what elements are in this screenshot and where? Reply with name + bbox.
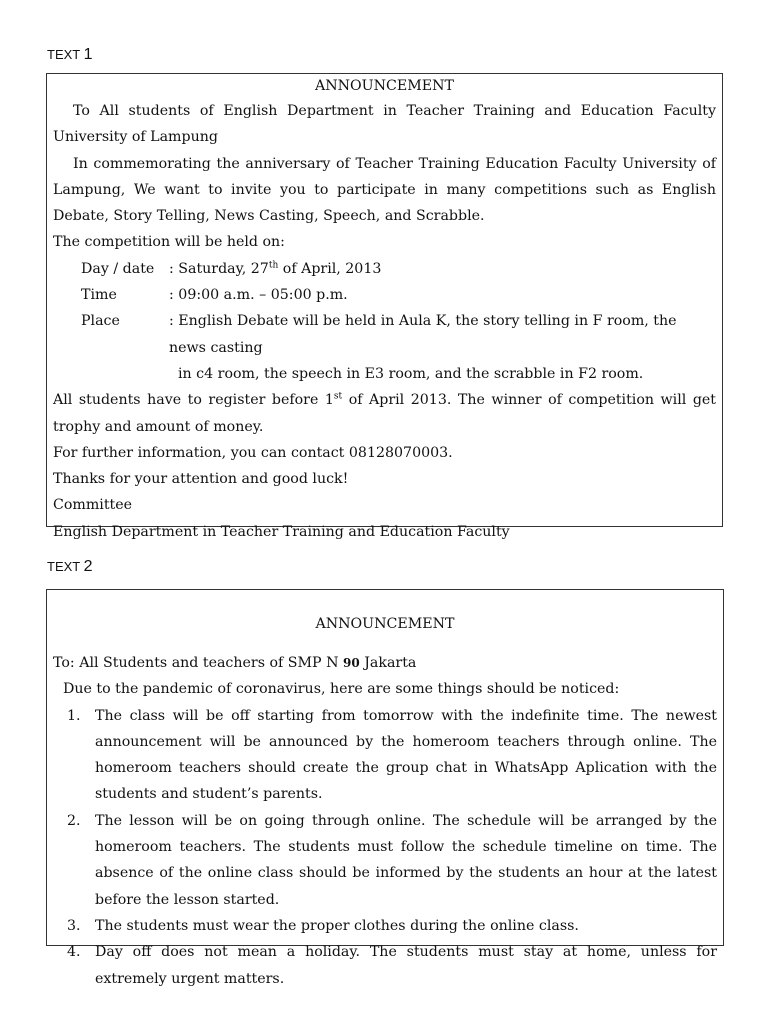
place-label: Place <box>81 313 120 330</box>
announcement-1-day-row <box>53 256 716 282</box>
announcement-1-contact: For further information, you can contact 08128070003. <box>53 444 453 461</box>
text1-label-word: TEXT <box>47 47 80 62</box>
text2-label <box>47 558 93 576</box>
announcement-1-time-row <box>53 282 716 308</box>
announcement-2-title: ANNOUNCEMENT <box>315 616 455 632</box>
list-item: 4. Day off does not mean a holiday. The students must stay at home, unless for extremely urgent matters. <box>67 944 717 987</box>
time-label: Time <box>81 287 117 304</box>
place-value-line-1: : English Debate will be held in Aula K, the story telling in F room, the news casting <box>169 313 677 356</box>
list-item: 1. The class will be off starting from tomorrow with the indefinite time. The newest announcement will be announced by the homeroom teachers through online. The homeroom teachers should create the group chat in WhatsApp Aplication with the students and student’s parents. <box>67 707 717 803</box>
text1-label <box>47 46 93 64</box>
announcement-1-department: English Department in Teacher Training and Education Faculty <box>53 523 510 540</box>
announcement-1-box <box>46 73 723 540</box>
announcement-1-place-row <box>53 308 716 361</box>
list-item: 3. The students must wear the proper clothes during the online class. <box>67 917 579 934</box>
announcement-2-box <box>46 589 724 987</box>
announcement-1-recipient: To All students of English Department in Teacher Training and Education Faculty University of Lampung <box>53 103 716 146</box>
announcement-2-recipient: To: All Students and teachers of SMP N 90 Jakarta <box>53 655 417 671</box>
text2-label-number: 2 <box>83 558 93 575</box>
announcement-1-register: All students have to register before 1st of April 2013. The winner of competition will get trophy and amount of money. <box>53 391 716 435</box>
place-value-line-2: in c4 room, the speech in E3 room, and the scrabble in F2 room. <box>178 365 644 382</box>
day-label: Day / date <box>81 260 155 277</box>
announcement-1-intro: In commemorating the anniversary of Teacher Training Education Faculty University of Lampung, We want to invite you to participate in many competitions such as English Debate, Story Telling, News Casting, Speech, and Scrabble. <box>53 155 716 225</box>
text2-label-word: TEXT <box>47 559 80 574</box>
announcement-2-intro: Due to the pandemic of coronavirus, here are some things should be noticed: <box>63 681 620 698</box>
text1-label-number: 1 <box>83 46 93 63</box>
announcement-2-list <box>53 703 717 992</box>
day-value: : Saturday, 27th of April, 2013 <box>169 260 382 277</box>
announcement-1-committee: Committee <box>53 497 133 514</box>
announcement-1-held-on: The competition will be held on: <box>53 234 285 251</box>
announcement-1-thanks: Thanks for your attention and good luck! <box>53 471 349 488</box>
list-item: 2. The lesson will be on going through online. The schedule will be arranged by the homeroom teachers. The students must follow the schedule timeline on time. The absence of the online class should be informed by the students an hour at the latest before the lesson started. <box>67 812 717 908</box>
announcement-1-title: ANNOUNCEMENT <box>314 78 455 94</box>
time-value: : 09:00 a.m. – 05:00 p.m. <box>169 287 348 304</box>
